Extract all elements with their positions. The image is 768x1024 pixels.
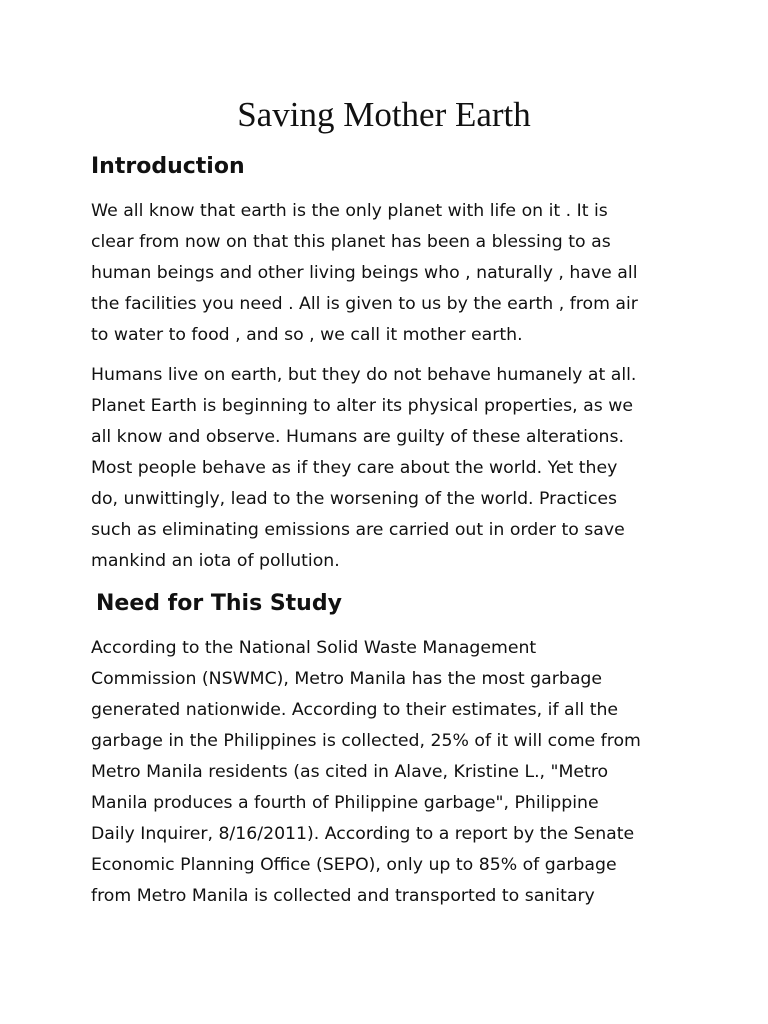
- document-title: Saving Mother Earth: [237, 95, 531, 134]
- need-for-study-paragraph-1: [91, 633, 691, 912]
- paragraph-line: Manila produces a fourth of Philippine garbage", Philippine: [91, 793, 599, 813]
- section-heading-need-for-study: Need for This Study: [96, 591, 342, 616]
- paragraph-line: According to the National Solid Waste Management: [91, 638, 537, 658]
- paragraph-line: Humans live on earth, but they do not behave humanely at all.: [91, 365, 637, 385]
- paragraph-line: all know and observe. Humans are guilty of these alterations.: [91, 427, 624, 447]
- paragraph-line: Daily Inquirer, 8/16/2011). According to a report by the Senate: [91, 824, 635, 844]
- paragraph-line: to water to food , and so , we call it mother earth.: [91, 325, 523, 345]
- paragraph-line: generated nationwide. According to their estimates, if all the: [91, 700, 619, 720]
- paragraph-line: such as eliminating emissions are carried out in order to save: [91, 520, 625, 540]
- paragraph-line: do, unwittingly, lead to the worsening of the world. Practices: [91, 489, 618, 509]
- paragraph-line: Economic Planning Office (SEPO), only up to 85% of garbage: [91, 855, 617, 875]
- introduction-paragraph-2: [91, 360, 691, 577]
- introduction-paragraph-1: [91, 196, 691, 351]
- paragraph-line: clear from now on that this planet has been a blessing to as: [91, 232, 611, 252]
- paragraph-line: garbage in the Philippines is collected, 25% of it will come from: [91, 731, 641, 751]
- paragraph-line: human beings and other living beings who , naturally , have all: [91, 263, 638, 283]
- paragraph-line: We all know that earth is the only planet with life on it . It is: [91, 201, 608, 221]
- paragraph-line: mankind an iota of pollution.: [91, 551, 340, 571]
- paragraph-line: the facilities you need . All is given to us by the earth , from air: [91, 294, 638, 314]
- paragraph-line: from Metro Manila is collected and transported to sanitary: [91, 886, 595, 906]
- paragraph-line: Commission (NSWMC), Metro Manila has the most garbage: [91, 669, 603, 689]
- paragraph-line: Planet Earth is beginning to alter its physical properties, as we: [91, 396, 633, 416]
- section-heading-introduction: Introduction: [91, 154, 245, 179]
- paragraph-line: Most people behave as if they care about the world. Yet they: [91, 458, 618, 478]
- paragraph-line: Metro Manila residents (as cited in Alave, Kristine L., "Metro: [91, 762, 609, 782]
